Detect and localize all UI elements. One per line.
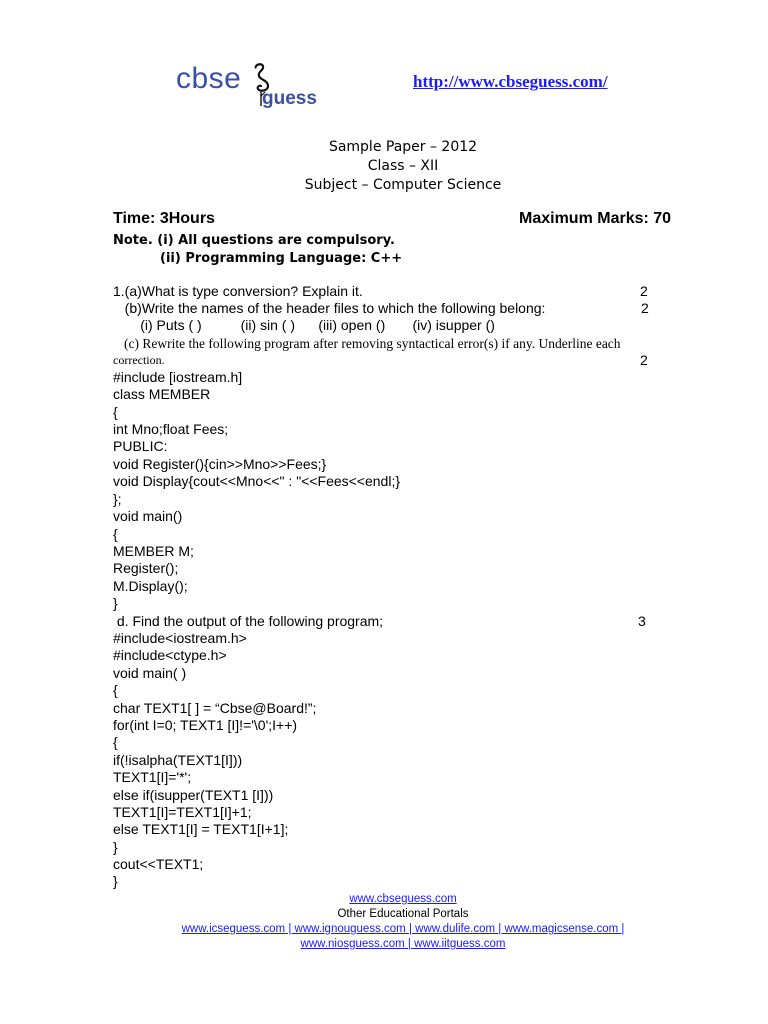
footer-cbseguess-link[interactable]: www.cbseguess.com <box>349 893 457 905</box>
code-line: { <box>113 734 118 750</box>
code-line: TEXT1[I]=TEXT1[I]+1; <box>113 804 252 820</box>
question-1c-line-1: (c) Rewrite the following program after removing syntactical error(s) if any. Underline each <box>124 336 621 351</box>
code-line: class MEMBER <box>113 386 211 402</box>
footer-separator: | <box>495 923 505 935</box>
code-line: } <box>113 839 118 855</box>
question-1a-marks: 2 <box>640 283 648 299</box>
question-1d-marks: 3 <box>638 613 646 629</box>
question-1d: d. Find the output of the following program; <box>113 613 384 629</box>
site-url-link[interactable]: http://www.cbseguess.com/ <box>413 72 608 91</box>
paper-title: Sample Paper – 2012 <box>328 139 478 155</box>
footer-separator: | <box>405 923 416 935</box>
code-line: } <box>113 595 118 611</box>
code-line: { <box>113 526 118 542</box>
code-line: void main( ) <box>113 665 187 681</box>
code-line: #include<iostream.h> <box>113 630 247 646</box>
code-line: else TEXT1[I] = TEXT1[I+1]; <box>113 821 289 837</box>
code-line: if(!isalpha(TEXT1[I])) <box>113 752 243 768</box>
code-line: char TEXT1[ ] = “Cbse@Board!”; <box>113 700 317 716</box>
code-line: void Display{cout<<Mno<<" : "<<Fees<<endl;} <box>113 473 401 489</box>
subject-title: Subject – Computer Science <box>304 177 502 193</box>
code-line: MEMBER M; <box>113 543 194 559</box>
code-line: else if(isupper(TEXT1 [I])) <box>113 787 274 803</box>
code-line: void Register(){cin>>Mno>>Fees;} <box>113 456 327 472</box>
time-label: Time: 3Hours <box>113 210 215 227</box>
question-1b-marks: 2 <box>641 300 649 316</box>
code-line: #include [iostream.h] <box>113 369 243 385</box>
page-footer <box>0 892 768 952</box>
footer-icseguess-link[interactable]: www.icseguess.com <box>181 923 286 935</box>
code-line: TEXT1[I]='*'; <box>113 769 192 785</box>
code-line: for(int I=0; TEXT1 [I]!='\0';I++) <box>113 717 298 733</box>
note-line-2: (ii) Programming Language: C++ <box>160 251 403 266</box>
code-line: void main() <box>113 508 183 524</box>
note-line-1: Note. (i) All questions are compulsory. <box>113 233 395 248</box>
code-line: { <box>113 682 118 698</box>
logo-subtext: guess <box>262 88 317 109</box>
footer-magicsense-link[interactable]: www.magicsense.com <box>504 923 619 935</box>
code-line: } <box>113 873 118 889</box>
footer-separator: | <box>285 923 295 935</box>
class-title: Class – XII <box>367 158 439 174</box>
footer-niosguess-link[interactable]: www.niosguess.com <box>300 938 405 950</box>
footer-iitguess-link[interactable]: www.iitguess.com <box>414 938 506 950</box>
code-line: { <box>113 404 118 420</box>
note-block <box>113 232 402 268</box>
code-line: #include<ctype.h> <box>113 647 227 663</box>
question-1a: 1.(a)What is type conversion? Explain it. <box>113 283 363 299</box>
code-line: PUBLIC: <box>113 438 168 454</box>
question-1b: (b)Write the names of the header files to which the following belong: <box>113 300 546 316</box>
cbseguess-logo <box>176 62 336 114</box>
footer-ignouguess-link[interactable]: www.ignouguess.com <box>294 923 406 935</box>
question-1c-line-2: correction. <box>113 353 165 367</box>
footer-separator: | <box>618 923 625 935</box>
question-1c-marks: 2 <box>640 352 648 368</box>
max-marks-label: Maximum Marks: 70 <box>519 210 672 227</box>
code-line: cout<<TEXT1; <box>113 856 204 872</box>
footer-dulife-link[interactable]: www.dulife.com <box>415 923 496 935</box>
code-line: M.Display(); <box>113 578 188 594</box>
code-line: }; <box>113 491 122 507</box>
paper-titles <box>0 138 768 195</box>
footer-other-portals-label: Other Educational Portals <box>337 908 469 920</box>
code-line: int Mno;float Fees; <box>113 421 229 437</box>
code-line: Register(); <box>113 560 179 576</box>
question-1b-items: (i) Puts ( ) (ii) sin ( ) (iii) open () (iv) isupper () <box>113 317 495 333</box>
footer-separator: | <box>404 938 415 950</box>
logo-text: cbse <box>176 62 242 95</box>
